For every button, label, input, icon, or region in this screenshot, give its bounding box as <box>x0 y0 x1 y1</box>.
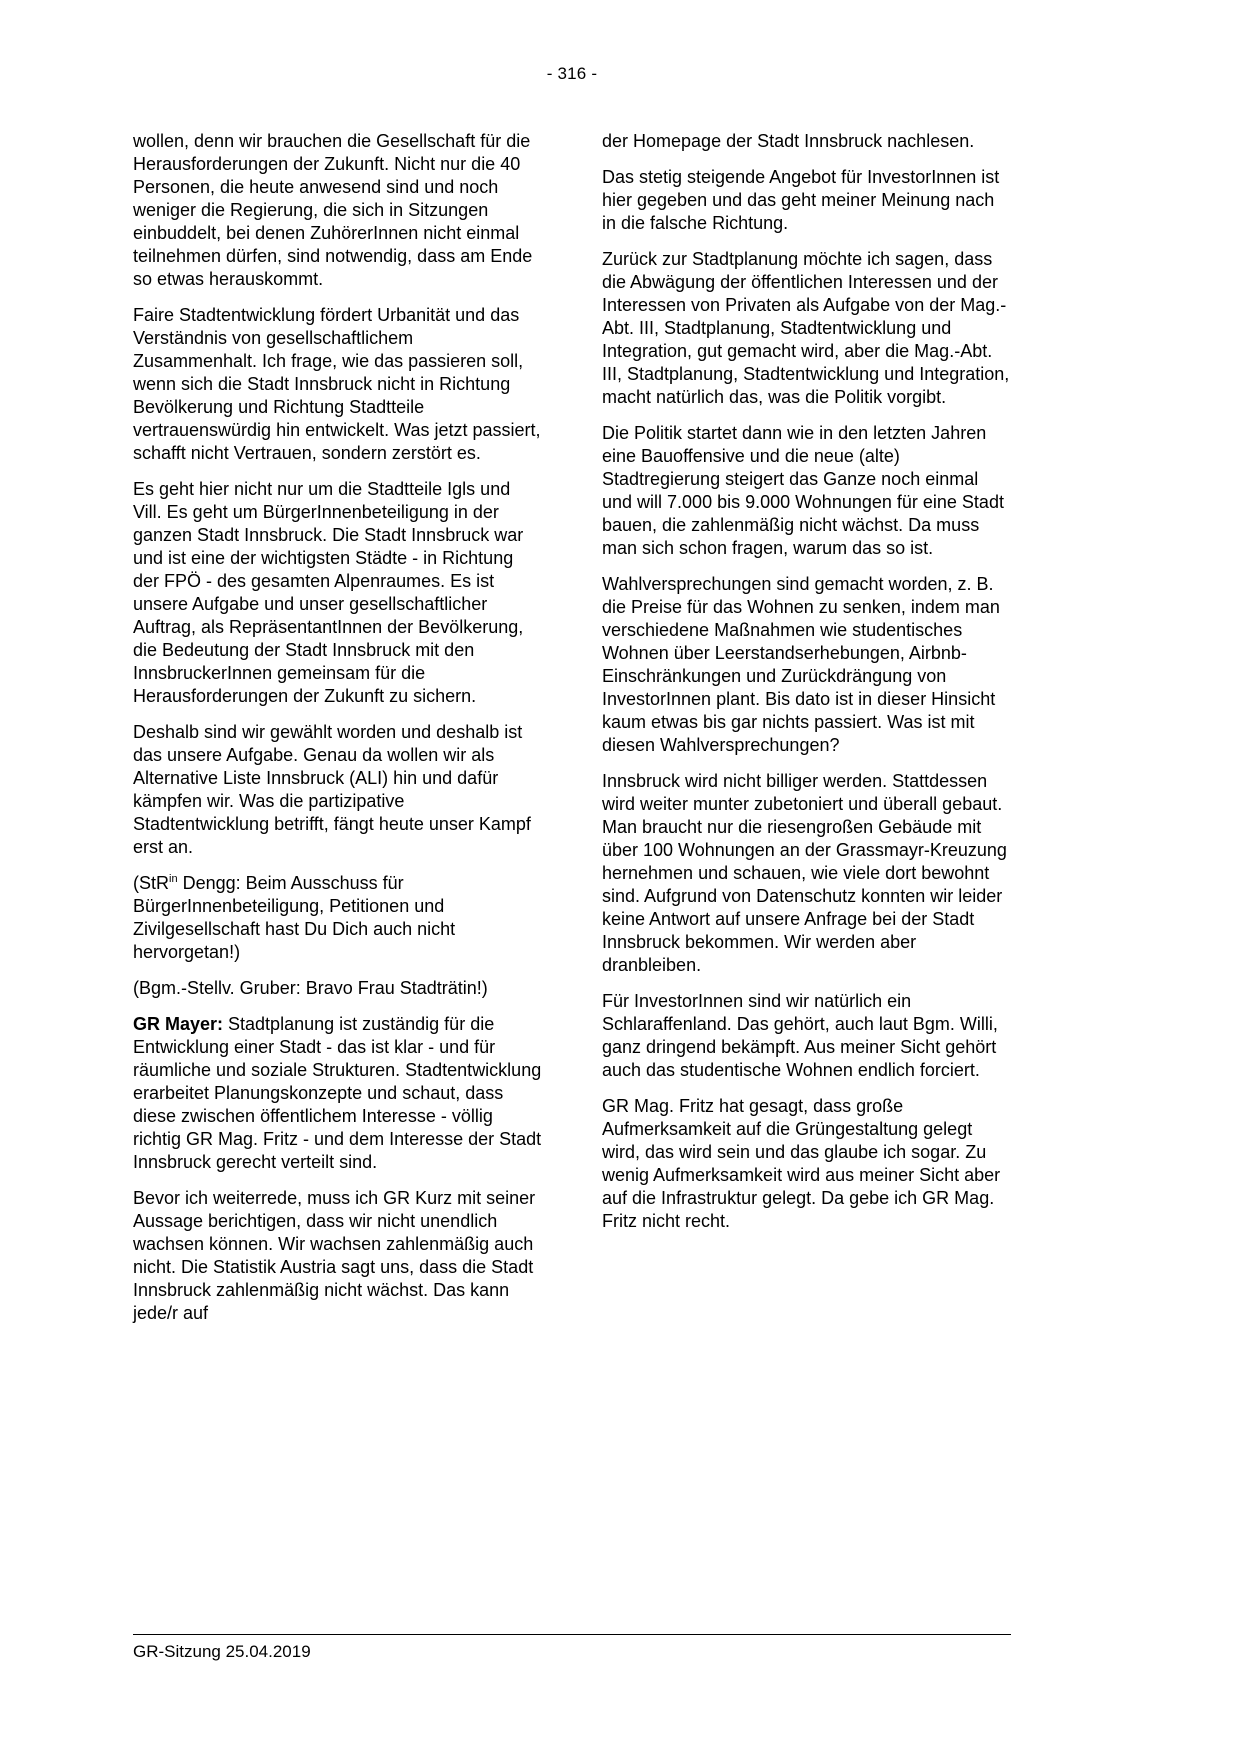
paragraph: Für InvestorInnen sind wir natürlich ein Schlaraffenland. Das gehört, auch laut Bgm. Willi, ganz dringend bekämpft. Aus meiner Sicht gehört auch das studentische Wohnen endlich forciert. <box>602 991 998 1080</box>
paragraph: der Homepage der Stadt Innsbruck nachlesen. <box>602 131 975 151</box>
page-number: - 316 - <box>546 64 598 83</box>
interjection-text: Dengg: Beim Ausschuss für BürgerInnenbeteiligung, Petitionen und Zivilgesellschaft hast Du Dich auch nicht hervorgetan!) <box>133 873 456 962</box>
right-column <box>602 130 1011 1338</box>
paragraph: wollen, denn wir brauchen die Gesellschaft für die Herausforderungen der Zukunft. Nicht nur die 40 Personen, die heute anwesend sind und noch weniger die Regierung, die sich in Sitzungen einbuddelt, bei denen ZuhörerInnen nicht einmal teilnehmen dürfen, sind notwendig, dass am Ende so etwas herauskommt. <box>133 131 533 289</box>
paragraph: Deshalb sind wir gewählt worden und deshalb ist das unsere Aufgabe. Genau da wollen wir als Alternative Liste Innsbruck (ALI) hin und dafür kämpfen wir. Was die partizipative Stadtentwicklung betrifft, fängt heute unser Kampf erst an. <box>133 722 531 857</box>
paragraph: Wahlversprechungen sind gemacht worden, z. B. die Preise für das Wohnen zu senken, indem man verschiedene Maßnahmen wie studentisches Wohnen über Leerstandserhebungen, Airbnb-Einschränkungen und Zurückdrängung von InvestorInnen plant. Bis dato ist in dieser Hinsicht kaum etwas bis gar nichts passiert. Was ist mit diesen Wahlversprechungen? <box>602 574 1000 755</box>
interjection-prefix: (StR <box>133 873 169 893</box>
speaker-name: GR Mayer: <box>133 1014 224 1034</box>
interjection-paragraph <box>133 872 542 964</box>
paragraph: Zurück zur Stadtplanung möchte ich sagen, dass die Abwägung der öffentlichen Interessen und der Interessen von Privaten als Aufgabe von der Mag.-Abt. III, Stadtplanung, Stadtentwicklung und Integration, gut gemacht wird, aber die Mag.-Abt. III, Stadtplanung, Stadtentwicklung und Integration, macht natürlich das, was die Politik vorgibt. <box>602 249 1010 407</box>
superscript-suffix: in <box>169 873 178 885</box>
footer-text: GR-Sitzung 25.04.2019 <box>133 1642 311 1661</box>
paragraph: Faire Stadtentwicklung fördert Urbanität und das Verständnis von gesellschaftlichem Zusammenhalt. Ich frage, wie das passieren soll, wenn sich die Stadt Innsbruck nicht in Richtung Bevölkerung und Richtung Stadtteile vertrauenswürdig hin entwickelt. Was jetzt passiert, schafft nicht Vertrauen, sondern zerstört es. <box>133 305 541 463</box>
document-page <box>133 0 1011 1338</box>
paragraph: Es geht hier nicht nur um die Stadtteile Igls und Vill. Es geht um BürgerInnenbeteiligung in der ganzen Stadt Innsbruck. Die Stadt Innsbruck war und ist eine der wichtigsten Städte - in Richtung der FPÖ - des gesamten Alpenraumes. Es ist unsere Aufgabe und unser gesellschaftlicher Auftrag, als RepräsentantInnen der Bevölkerung, die Bedeutung der Stadt Innsbruck mit den InnsbruckerInnen gemeinsam für die Herausforderungen der Zukunft zu sichern. <box>133 479 524 706</box>
paragraph: Das stetig steigende Angebot für InvestorInnen ist hier gegeben und das geht meiner Meinung nach in die falsche Richtung. <box>602 167 1000 233</box>
interjection-paragraph: (Bgm.-Stellv. Gruber: Bravo Frau Stadträtin!) <box>133 978 488 998</box>
speaker-text: Stadtplanung ist zuständig für die Entwicklung einer Stadt - das ist klar - und für räumliche und soziale Strukturen. Stadtentwicklung erarbeitet Planungskonzepte und schaut, dass diese zwischen öffentlichem Interesse - völlig richtig GR Mag. Fritz - und dem Interesse der Stadt Innsbruck gerecht verteilt sind. <box>133 1014 542 1172</box>
paragraph: GR Mag. Fritz hat gesagt, dass große Aufmerksamkeit auf die Grüngestaltung gelegt wird, das wird sein und das glaube ich sogar. Zu wenig Aufmerksamkeit wird aus meiner Sicht aber auf die Infrastruktur gelegt. Da gebe ich GR Mag. Fritz nicht recht. <box>602 1096 1001 1231</box>
page-footer <box>133 1634 1011 1662</box>
paragraph: Innsbruck wird nicht billiger werden. Stattdessen wird weiter munter zubetoniert und überall gebaut. Man braucht nur die riesengroßen Gebäude mit über 100 Wohnungen an der Grassmayr-Kreuzung hernehmen und schauen, wie viele dort bewohnt sind. Aufgrund von Datenschutz konnten wir leider keine Antwort auf unsere Anfrage bei der Stadt Innsbruck bekommen. Wir werden aber dranbleiben. <box>602 771 1007 975</box>
paragraph: Bevor ich weiterrede, muss ich GR Kurz mit seiner Aussage berichtigen, dass wir nicht unendlich wachsen können. Wir wachsen zahlenmäßig auch nicht. Die Statistik Austria sagt uns, dass die Stadt Innsbruck zahlenmäßig nicht wächst. Das kann jede/r auf <box>133 1188 536 1323</box>
left-column <box>133 130 542 1338</box>
text-columns <box>133 130 1011 1338</box>
speaker-paragraph <box>133 1013 542 1174</box>
paragraph: Die Politik startet dann wie in den letzten Jahren eine Bauoffensive und die neue (alte) Stadtregierung steigert das Ganze noch einmal und will 7.000 bis 9.000 Wohnungen für eine Stadt bauen, die zahlenmäßig nicht wächst. Da muss man sich schon fragen, warum das so ist. <box>602 423 1004 558</box>
